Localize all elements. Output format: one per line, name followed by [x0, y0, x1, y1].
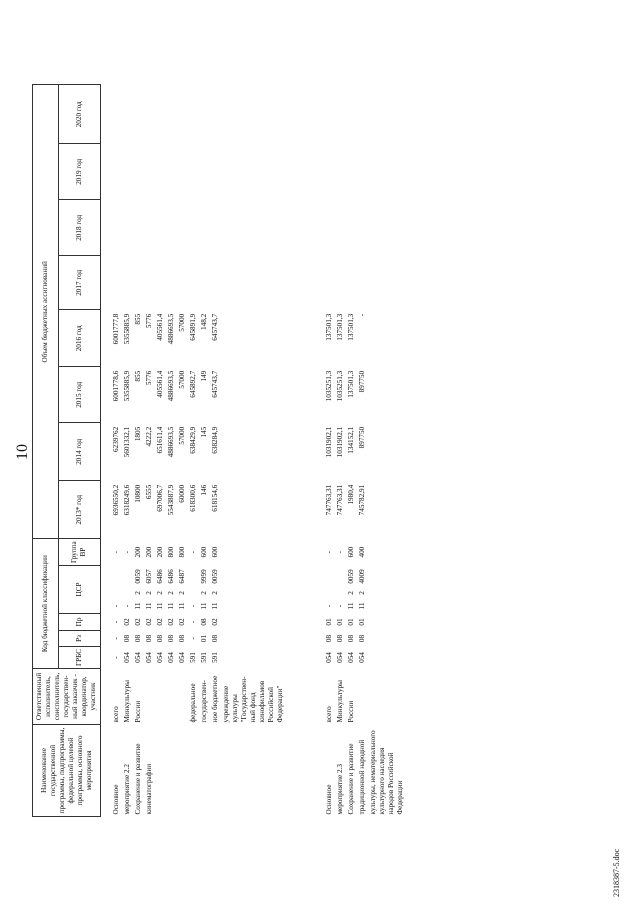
- cell-empty-year: [177, 144, 188, 200]
- cell-resp: федеральное: [189, 683, 197, 723]
- cell-rz: 08: [336, 634, 344, 643]
- cell-empty-year: [324, 85, 335, 144]
- cell-y2013: 6555: [145, 484, 153, 500]
- cell-name: мероприятие 2.2: [123, 764, 131, 815]
- cell-y2015: 897750: [358, 370, 366, 393]
- cell-y2015: 6001778,6: [112, 370, 120, 402]
- cell-pr: 02: [156, 618, 164, 626]
- cell-c3: 9999: [200, 569, 208, 584]
- cell-name: [166, 725, 177, 817]
- cell-y2016: 4886693,5: [167, 313, 175, 345]
- cell-empty-year: [155, 85, 166, 144]
- header-year: 2020 год: [58, 85, 100, 144]
- cell-vr: 400: [358, 546, 366, 558]
- cell-c3: 6057: [145, 569, 153, 584]
- table-row: [133, 85, 144, 817]
- cell-empty-year: [357, 85, 368, 144]
- cell-rz: 01: [200, 634, 208, 643]
- cell-c3: [324, 565, 335, 587]
- cell-resp: Минкультуры: [336, 680, 344, 723]
- cell-resp: России: [134, 700, 142, 723]
- cell-resp: [166, 669, 177, 725]
- cell-name: Сохранение и развитие: [134, 743, 142, 815]
- cell-empty-year: [177, 200, 188, 256]
- cell-y2016: 645743,7: [211, 313, 219, 341]
- table-row: [335, 85, 346, 817]
- program-name-tail: культуры, нематериального культурного наследия народов Российской Федерации: [369, 730, 404, 815]
- table-row: [210, 85, 221, 817]
- cell-c3: [188, 565, 199, 587]
- cell-grbs: -: [112, 656, 120, 659]
- cell-empty-year: [335, 144, 346, 200]
- cell-empty-year: [210, 85, 221, 144]
- cell-empty-year: [111, 200, 122, 256]
- cell-name: Основное: [112, 784, 120, 815]
- cell-y2015: 4886693,5: [167, 370, 175, 402]
- cell-rz: 08: [178, 634, 186, 643]
- cell-empty-year: [335, 256, 346, 310]
- cell-y2016: -: [358, 313, 366, 317]
- cell-empty-year: [346, 256, 357, 310]
- cell-c1: -: [336, 604, 344, 608]
- cell-y2013: 745782,91: [358, 484, 366, 516]
- cell-grbs: 591: [211, 652, 219, 663]
- table-row: [177, 85, 188, 817]
- table-row: [188, 85, 199, 817]
- header-responsible: Ответственный исполнитель, соисполнитель, государствен-ный заказчик - координатор, участник: [33, 669, 101, 725]
- cell-grbs: 054: [167, 652, 175, 663]
- cell-c2: 2: [200, 591, 208, 595]
- cell-y2013: 747763,31: [336, 484, 344, 516]
- cell-name: Основное: [325, 784, 333, 815]
- cell-empty-year: [133, 200, 144, 256]
- cell-c2: [188, 587, 199, 598]
- cell-resp: [144, 669, 155, 725]
- cell-grbs: 054: [145, 652, 153, 663]
- cell-empty-year: [144, 144, 155, 200]
- header-budget-class: Код бюджетной классификации: [33, 539, 59, 669]
- cell-vr: -: [325, 550, 333, 554]
- cell-pr: 02: [123, 618, 131, 626]
- table-row: [166, 85, 177, 817]
- cell-rz: 08: [167, 634, 175, 643]
- cell-y2014: 651611,4: [156, 426, 164, 454]
- cell-c2: [111, 587, 122, 598]
- cell-resp: [357, 669, 368, 725]
- cell-empty-year: [335, 85, 346, 144]
- cell-vr: 800: [167, 546, 175, 558]
- cell-y2015: 5776: [145, 370, 153, 386]
- cell-empty-year: [122, 200, 133, 256]
- cell-empty-year: [177, 85, 188, 144]
- cell-name: [177, 725, 188, 817]
- table-row: [155, 85, 166, 817]
- table-row: [346, 85, 357, 817]
- cell-c1: 11: [347, 602, 355, 610]
- cell-c2: 2: [358, 591, 366, 595]
- cell-empty-year: [199, 200, 210, 256]
- cell-y2013: 146: [200, 484, 208, 496]
- cell-resp: ное бюджетное: [211, 675, 219, 723]
- cell-empty-year: [324, 256, 335, 310]
- cell-y2016: 57000: [178, 313, 186, 332]
- cell-y2014: 57000: [178, 426, 186, 445]
- cell-c3: [111, 565, 122, 587]
- cell-rz: -: [112, 637, 120, 640]
- cell-vr: 600: [211, 546, 219, 558]
- cell-c1: 11: [156, 602, 164, 610]
- cell-resp: Минкультуры: [123, 680, 131, 723]
- section-2-2: [101, 85, 222, 817]
- cell-y2016: 5776: [145, 313, 153, 329]
- cell-name: кинематографии: [145, 763, 153, 815]
- cell-empty-year: [346, 85, 357, 144]
- cell-empty-year: [111, 144, 122, 200]
- cell-pr: 02: [178, 618, 186, 626]
- cell-empty-year: [144, 85, 155, 144]
- cell-y2013: 618300,6: [189, 484, 197, 512]
- cell-y2013: 747763,31: [325, 484, 333, 516]
- cell-c1: 11: [145, 602, 153, 610]
- cell-c3: 6486: [156, 569, 164, 584]
- cell-y2014: 4222,2: [145, 426, 153, 447]
- cell-rz: 08: [123, 634, 131, 643]
- cell-vr: 800: [178, 546, 186, 558]
- header-volume: Объем бюджетных ассигнований: [33, 85, 59, 539]
- cell-empty-year: [166, 144, 177, 200]
- cell-y2015: 405561,4: [156, 370, 164, 398]
- cell-resp: России: [347, 700, 355, 723]
- cell-rz: -: [189, 637, 197, 640]
- cell-empty-year: [199, 256, 210, 310]
- header-year: 2017 год: [58, 256, 100, 310]
- cell-y2016: 855: [134, 313, 142, 325]
- cell-c2: [324, 587, 335, 598]
- cell-y2016: 148,2: [200, 313, 208, 330]
- cell-y2014: 1805: [134, 426, 142, 442]
- cell-y2014: 897750: [358, 426, 366, 449]
- cell-y2016: 6001777,8: [112, 313, 120, 345]
- cell-c1: -: [325, 604, 333, 608]
- cell-y2013: 6318249,6: [123, 484, 131, 516]
- cell-grbs: 054: [123, 652, 131, 663]
- cell-pr: 01: [358, 618, 366, 626]
- cell-empty-year: [357, 200, 368, 256]
- cell-vr: -: [112, 550, 120, 554]
- cell-empty-year: [111, 85, 122, 144]
- cell-empty-year: [144, 200, 155, 256]
- cell-pr: 02: [134, 618, 142, 626]
- cell-y2014: 1031902,1: [325, 426, 333, 458]
- cell-y2014: 5601332,1: [123, 426, 131, 458]
- cell-c2: 2: [211, 591, 219, 595]
- cell-name: [199, 725, 210, 817]
- cell-name: Сохранение и развитие: [347, 743, 355, 815]
- cell-rz: 08: [347, 634, 355, 643]
- cell-empty-year: [155, 144, 166, 200]
- cell-grbs: 054: [134, 652, 142, 663]
- cell-vr: -: [336, 550, 344, 554]
- cell-name: [188, 725, 199, 817]
- cell-pr: 01: [347, 618, 355, 626]
- cell-y2014: 6239762: [112, 426, 120, 452]
- cell-resp: всего: [112, 706, 120, 723]
- cell-grbs: 054: [156, 652, 164, 663]
- budget-table: [32, 84, 406, 817]
- header-year: 2018 год: [58, 200, 100, 256]
- cell-resp: государствен-: [200, 680, 208, 723]
- cell-y2014: 134152,1: [347, 426, 355, 454]
- cell-empty-year: [324, 200, 335, 256]
- cell-y2014: 145: [200, 426, 208, 438]
- cell-y2013: 618154,6: [211, 484, 219, 512]
- cell-empty-year: [122, 85, 133, 144]
- header-pr: Пр: [58, 613, 100, 630]
- cell-empty-year: [210, 256, 221, 310]
- cell-c2: 2: [178, 591, 186, 595]
- cell-rz: 08: [134, 634, 142, 643]
- cell-y2013: 1980,4: [347, 484, 355, 505]
- cell-c2: 2: [134, 591, 142, 595]
- cell-empty-year: [166, 85, 177, 144]
- cell-y2013: 5543887,9: [167, 484, 175, 516]
- cell-empty-year: [199, 85, 210, 144]
- cell-pr: 01: [336, 618, 344, 626]
- table-row: [144, 85, 155, 817]
- cell-pr: 02: [211, 618, 219, 626]
- cell-y2016: 137501,3: [347, 313, 355, 341]
- cell-empty-year: [324, 144, 335, 200]
- cell-y2016: 405561,4: [156, 313, 164, 341]
- table-row: [357, 85, 368, 817]
- cell-y2015: 5355885,9: [123, 370, 131, 402]
- cell-c3: [335, 565, 346, 587]
- section-2-2-tail: [221, 85, 324, 817]
- header-year: 2013* год: [58, 481, 100, 539]
- cell-resp: [155, 669, 166, 725]
- cell-y2015: 645892,7: [189, 370, 197, 398]
- cell-empty-year: [133, 85, 144, 144]
- cell-y2015: 1035251,3: [325, 370, 333, 402]
- table-row: [111, 85, 122, 817]
- cell-c1: 11: [178, 602, 186, 610]
- cell-y2013: 6936550,2: [112, 484, 120, 516]
- cell-empty-year: [357, 144, 368, 200]
- cell-empty-year: [133, 256, 144, 310]
- cell-c3: [122, 565, 133, 587]
- cell-empty-year: [111, 256, 122, 310]
- cell-y2014: 638429,9: [189, 426, 197, 454]
- cell-y2014: 638284,9: [211, 426, 219, 454]
- cell-y2016: 645891,9: [189, 313, 197, 341]
- header-csr: ЦСР: [58, 565, 100, 613]
- cell-rz: 08: [145, 634, 153, 643]
- section-2-3-tail: [368, 85, 406, 817]
- cell-empty-year: [346, 200, 357, 256]
- cell-y2015: 1035251,3: [336, 370, 344, 402]
- cell-c2: [335, 587, 346, 598]
- cell-pr: 08: [200, 618, 208, 626]
- cell-empty-year: [210, 200, 221, 256]
- cell-vr: 600: [347, 546, 355, 558]
- cell-pr: -: [112, 620, 120, 624]
- cell-c3: 6487: [178, 569, 186, 584]
- cell-name: мероприятие 2.3: [336, 764, 344, 815]
- cell-resp: всего: [325, 706, 333, 723]
- cell-c1: 11: [211, 602, 219, 610]
- cell-grbs: 054: [347, 652, 355, 663]
- cell-vr: 200: [145, 546, 153, 558]
- header-name: Наименование государственной программы, подпрограммы, федеральной целевой программы, основного мероприятия: [33, 725, 101, 817]
- cell-empty-year: [155, 200, 166, 256]
- cell-y2015: 645743,7: [211, 370, 219, 398]
- cell-y2013: 697006,7: [156, 484, 164, 512]
- cell-empty-year: [166, 200, 177, 256]
- cell-grbs: 054: [325, 652, 333, 663]
- cell-empty-year: [188, 200, 199, 256]
- header-year: 2019 год: [58, 144, 100, 200]
- cell-rz: 08: [358, 634, 366, 643]
- cell-empty-year: [188, 256, 199, 310]
- cell-grbs: 054: [178, 652, 186, 663]
- cell-grbs: 591: [200, 652, 208, 663]
- cell-vr: 200: [134, 546, 142, 558]
- cell-empty-year: [346, 144, 357, 200]
- cell-y2016: 5355885,9: [123, 313, 131, 345]
- cell-y2015: 149: [200, 370, 208, 382]
- cell-y2016: 137501,3: [336, 313, 344, 341]
- cell-y2014: 4886693,5: [167, 426, 175, 458]
- cell-c2: 2: [167, 591, 175, 595]
- cell-y2013: 60000: [178, 484, 186, 503]
- cell-rz: 08: [211, 634, 219, 643]
- cell-c3: 0059: [211, 569, 219, 584]
- cell-c2: [122, 587, 133, 598]
- cell-c3: 0059: [134, 569, 142, 584]
- cell-vr: -: [189, 550, 197, 554]
- cell-empty-year: [210, 144, 221, 200]
- cell-grbs: 591: [189, 652, 197, 663]
- cell-y2015: 57000: [178, 370, 186, 389]
- cell-vr: 200: [156, 546, 164, 558]
- cell-c1: -: [112, 604, 120, 608]
- cell-empty-year: [199, 144, 210, 200]
- cell-vr: -: [123, 550, 131, 554]
- header-year: 2014 год: [58, 423, 100, 481]
- header-year: 2015 год: [58, 367, 100, 423]
- cell-c1: -: [123, 604, 131, 608]
- cell-empty-year: [335, 200, 346, 256]
- cell-c1: 11: [200, 602, 208, 610]
- cell-name: [155, 725, 166, 817]
- cell-empty-year: [144, 256, 155, 310]
- page-number: 10: [14, 444, 31, 460]
- header-year: 2016 год: [58, 310, 100, 367]
- cell-empty-year: [188, 85, 199, 144]
- cell-y2013: 10800: [134, 484, 142, 503]
- table-row: [199, 85, 210, 817]
- cell-rz: 08: [156, 634, 164, 643]
- cell-name: традиционной народной: [358, 739, 366, 815]
- cell-y2015: 855: [134, 370, 142, 382]
- cell-c2: 2: [145, 591, 153, 595]
- cell-c1: 11: [134, 602, 142, 610]
- institution-name-tail: учреждение культуры "Государствен-ный фонд кинофильмов Российской Федерации": [222, 676, 284, 723]
- table-row: [122, 85, 133, 817]
- cell-rz: 08: [325, 634, 333, 643]
- header-rz: Рз: [58, 630, 100, 646]
- cell-grbs: 054: [336, 652, 344, 663]
- cell-empty-year: [155, 256, 166, 310]
- cell-y2014: 1031902,1: [336, 426, 344, 458]
- cell-pr: -: [189, 620, 197, 624]
- cell-pr: 01: [325, 618, 333, 626]
- cell-y2015: 137501,3: [347, 370, 355, 398]
- section-2-3: [324, 85, 368, 817]
- cell-empty-year: [357, 256, 368, 310]
- cell-vr: 600: [200, 546, 208, 558]
- cell-resp: [177, 669, 188, 725]
- cell-empty-year: [122, 256, 133, 310]
- cell-empty-year: [122, 144, 133, 200]
- cell-empty-year: [133, 144, 144, 200]
- cell-c1: 11: [167, 602, 175, 610]
- cell-c3: 6486: [167, 569, 175, 584]
- table-row: [324, 85, 335, 817]
- cell-c3: 0059: [347, 569, 355, 584]
- cell-c2: 2: [156, 591, 164, 595]
- cell-grbs: 054: [358, 652, 366, 663]
- cell-empty-year: [166, 256, 177, 310]
- cell-c3: 4009: [358, 569, 366, 584]
- cell-pr: 02: [167, 618, 175, 626]
- cell-c1: 11: [358, 602, 366, 610]
- cell-name: [210, 725, 221, 817]
- header-grbs: ГРБС: [58, 646, 100, 668]
- cell-empty-year: [188, 144, 199, 200]
- header-vr: Группа ВР: [58, 539, 100, 566]
- cell-empty-year: [177, 256, 188, 310]
- footer-filename: 2318387-5.doc: [612, 848, 621, 897]
- cell-pr: 02: [145, 618, 153, 626]
- cell-y2016: 137501,3: [325, 313, 333, 341]
- cell-c1: -: [189, 604, 197, 608]
- cell-c2: 2: [347, 591, 355, 595]
